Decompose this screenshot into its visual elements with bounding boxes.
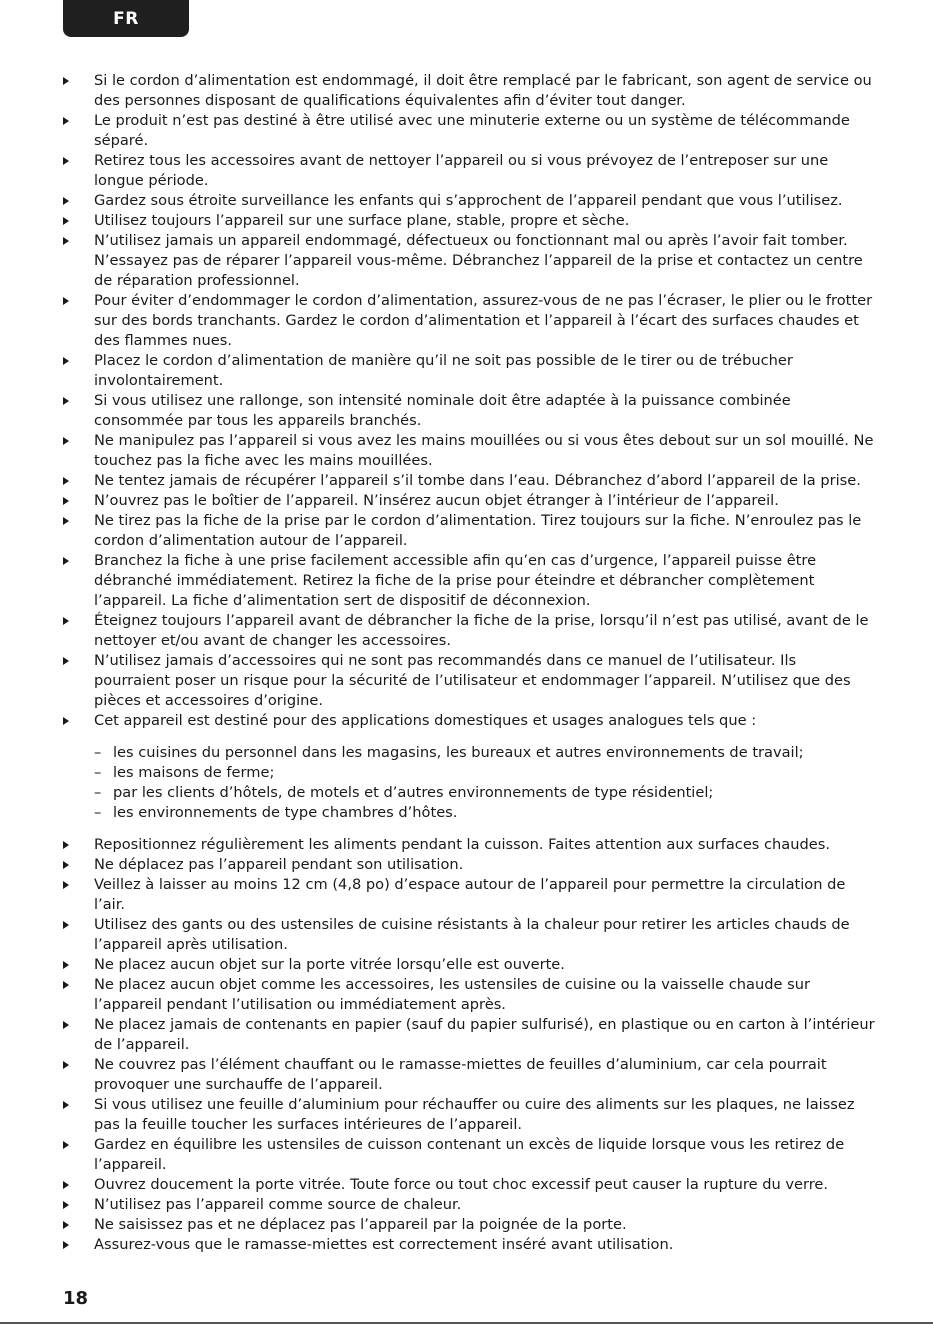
safety-bullet-item [63,875,875,915]
bullet-text: Si le cordon d’alimentation est endommagé, il doit être remplacé par le fabricant, son agent de service ou des personnes disposant de qualifications équivalentes afin d’éviter tout danger. [94,72,872,109]
safety-bullet-item [63,1175,875,1195]
bullet-text: Gardez sous étroite surveillance les enfants qui s’approchent de l’appareil pendant que vous l’utilisez. [94,192,843,209]
safety-list-b [63,835,875,1255]
bullet-triangle-icon [63,1061,69,1069]
bullet-triangle-icon [63,617,69,625]
safety-bullet-item [63,71,875,111]
bullet-triangle-icon [63,921,69,929]
safety-bullet-item [63,1095,875,1135]
safety-instructions [63,71,875,1255]
bullet-text: Utilisez des gants ou des ustensiles de cuisine résistants à la chaleur pour retirer les articles chauds de l’appareil après utilisation. [94,916,850,953]
safety-bullet-item [63,211,875,231]
safety-bullet-item [63,835,875,855]
bullet-text: Ne manipulez pas l’appareil si vous avez les mains mouillées ou si vous êtes debout sur un sol mouillé. Ne touchez pas la fiche avec les mains mouillées. [94,432,874,469]
bullet-text: N’ouvrez pas le boîtier de l’appareil. N’insérez aucun objet étranger à l’intérieur de l’appareil. [94,492,779,509]
safety-bullet-item [63,471,875,491]
bullet-triangle-icon [63,437,69,445]
safety-bullet-item [63,651,875,711]
safety-bullet-item [63,1235,875,1255]
page-number: 18 [63,1288,89,1309]
bullet-text: Si vous utilisez une feuille d’aluminium pour réchauffer ou cuire des aliments sur les plaques, ne laissez pas la feuille toucher les surfaces intérieures de l’appareil. [94,1096,855,1133]
bullet-text: Éteignez toujours l’appareil avant de débrancher la fiche de la prise, lorsqu’il n’est pas utilisé, avant de le nettoyer et/ou avant de changer les accessoires. [94,612,869,649]
bullet-triangle-icon [63,357,69,365]
safety-bullet-item [63,191,875,211]
bullet-triangle-icon [63,981,69,989]
bullet-triangle-icon [63,1021,69,1029]
bullet-triangle-icon [63,217,69,225]
safety-bullet-item [63,431,875,471]
bullet-triangle-icon [63,881,69,889]
bullet-text: Ne placez aucun objet comme les accessoires, les ustensiles de cuisine ou la vaisselle chaude sur l’appareil pendant l’utilisation ou immédiatement après. [94,976,810,1013]
bullet-text: Ne saisissez pas et ne déplacez pas l’appareil par la poignée de la porte. [94,1216,627,1233]
bullet-text: Ouvrez doucement la porte vitrée. Toute force ou tout choc excessif peut causer la rupture du verre. [94,1176,829,1193]
bullet-triangle-icon [63,657,69,665]
bullet-text: N’utilisez pas l’appareil comme source de chaleur. [94,1196,462,1213]
safety-bullet-item [63,1135,875,1175]
safety-bullet-item [63,491,875,511]
usage-sublist-item [94,763,875,783]
bullet-text: Pour éviter d’endommager le cordon d’alimentation, assurez-vous de ne pas l’écraser, le plier ou le frotter sur des bords tranchants. Gardez le cordon d’alimentation et l’appareil à l’écart des surfaces chaudes et des flammes nues. [94,292,873,349]
bullet-text: Gardez en équilibre les ustensiles de cuisson contenant un excès de liquide lorsque vous les retirez de l’appareil. [94,1136,845,1173]
bullet-text: N’utilisez jamais un appareil endommagé, défectueux ou fonctionnant mal ou après l’avoir fait tomber. N’essayez pas de réparer l’appareil vous-même. Débranchez l’appareil de la prise et contactez un centre de réparation professionnel. [94,232,863,289]
safety-bullet-item [63,391,875,431]
safety-bullet-item [63,855,875,875]
usage-sublist-item [94,783,875,803]
usage-sublist [94,743,875,823]
bullet-text: Ne déplacez pas l’appareil pendant son utilisation. [94,856,464,873]
sublist-text: les maisons de ferme; [113,764,275,781]
dash-icon: – [94,784,102,801]
safety-bullet-item [63,291,875,351]
safety-bullet-item [63,711,875,731]
bullet-triangle-icon [63,117,69,125]
bullet-triangle-icon [63,717,69,725]
safety-bullet-item [63,955,875,975]
bullet-triangle-icon [63,961,69,969]
bullet-triangle-icon [63,497,69,505]
safety-bullet-item [63,351,875,391]
safety-bullet-item [63,231,875,291]
bullet-text: Ne tirez pas la fiche de la prise par le cordon d’alimentation. Tirez toujours sur la fiche. N’enroulez pas le cordon d’alimentation autour de l’appareil. [94,512,862,549]
bullet-text: Retirez tous les accessoires avant de nettoyer l’appareil ou si vous prévoyez de l’entreposer sur une longue période. [94,152,829,189]
bullet-text: Ne placez jamais de contenants en papier (sauf du papier sulfurisé), en plastique ou en carton à l’intérieur de l’appareil. [94,1016,875,1053]
bullet-triangle-icon [63,557,69,565]
safety-bullet-item [63,611,875,651]
sublist-text: les environnements de type chambres d’hôtes. [113,804,458,821]
bullet-text: Utilisez toujours l’appareil sur une surface plane, stable, propre et sèche. [94,212,630,229]
bullet-triangle-icon [63,77,69,85]
safety-bullet-item [63,975,875,1015]
bullet-triangle-icon [63,1201,69,1209]
dash-icon: – [94,764,102,781]
bullet-triangle-icon [63,517,69,525]
bullet-text: Cet appareil est destiné pour des applications domestiques et usages analogues tels que : [94,712,757,729]
bullet-triangle-icon [63,297,69,305]
bullet-triangle-icon [63,1221,69,1229]
sublist-text: par les clients d’hôtels, de motels et d’autres environnements de type résidentiel; [113,784,714,801]
language-tab: FR [63,0,189,37]
bullet-triangle-icon [63,1241,69,1249]
safety-list-a [63,71,875,731]
bullet-text: Ne couvrez pas l’élément chauffant ou le ramasse-miettes de feuilles d’aluminium, car cela pourrait provoquer une surchauffe de l’appareil. [94,1056,827,1093]
safety-bullet-item [63,511,875,551]
usage-sublist-item [94,743,875,763]
bullet-text: Placez le cordon d’alimentation de manière qu’il ne soit pas possible de le tirer ou de trébucher involontairement. [94,352,793,389]
safety-bullet-item [63,551,875,611]
bullet-triangle-icon [63,861,69,869]
safety-bullet-item [63,151,875,191]
sublist-text: les cuisines du personnel dans les magasins, les bureaux et autres environnements de travail; [113,744,804,761]
bullet-triangle-icon [63,477,69,485]
safety-bullet-item [63,1015,875,1055]
bullet-text: Ne tentez jamais de récupérer l’appareil s’il tombe dans l’eau. Débranchez d’abord l’appareil de la prise. [94,472,861,489]
bullet-triangle-icon [63,841,69,849]
safety-bullet-item [63,1215,875,1235]
bullet-text: Branchez la fiche à une prise facilement accessible afin qu’en cas d’urgence, l’appareil puisse être débranché immédiatement. Retirez la fiche de la prise pour éteindre et débrancher complètement l’appareil. La fiche d’alimentation sert de dispositif de déconnexion. [94,552,817,609]
dash-icon: – [94,744,102,761]
bullet-triangle-icon [63,1181,69,1189]
bullet-text: Le produit n’est pas destiné à être utilisé avec une minuterie externe ou un système de télécommande séparé. [94,112,850,149]
bullet-text: Si vous utilisez une rallonge, son intensité nominale doit être adaptée à la puissance combinée consommée par tous les appareils branchés. [94,392,791,429]
bullet-text: Assurez-vous que le ramasse-miettes est correctement inséré avant utilisation. [94,1236,674,1253]
bullet-triangle-icon [63,1101,69,1109]
bullet-text: Veillez à laisser au moins 12 cm (4,8 po) d’espace autour de l’appareil pour permettre la circulation de l’air. [94,876,846,913]
bullet-triangle-icon [63,397,69,405]
usage-sublist-item [94,803,875,823]
bullet-text: Repositionnez régulièrement les aliments pendant la cuisson. Faites attention aux surfaces chaudes. [94,836,830,853]
bullet-triangle-icon [63,1141,69,1149]
bullet-triangle-icon [63,197,69,205]
bullet-triangle-icon [63,157,69,165]
safety-bullet-item [63,111,875,151]
bullet-text: Ne placez aucun objet sur la porte vitrée lorsqu’elle est ouverte. [94,956,565,973]
bullet-triangle-icon [63,237,69,245]
safety-bullet-item [63,915,875,955]
dash-icon: – [94,804,102,821]
safety-bullet-item [63,1195,875,1215]
safety-bullet-item [63,1055,875,1095]
bullet-text: N’utilisez jamais d’accessoires qui ne sont pas recommandés dans ce manuel de l’utilisateur. Ils pourraient poser un risque pour la sécurité de l’utilisateur et endommager l’appareil. N’utilisez que des pièces et accessoires d’origine. [94,652,851,709]
